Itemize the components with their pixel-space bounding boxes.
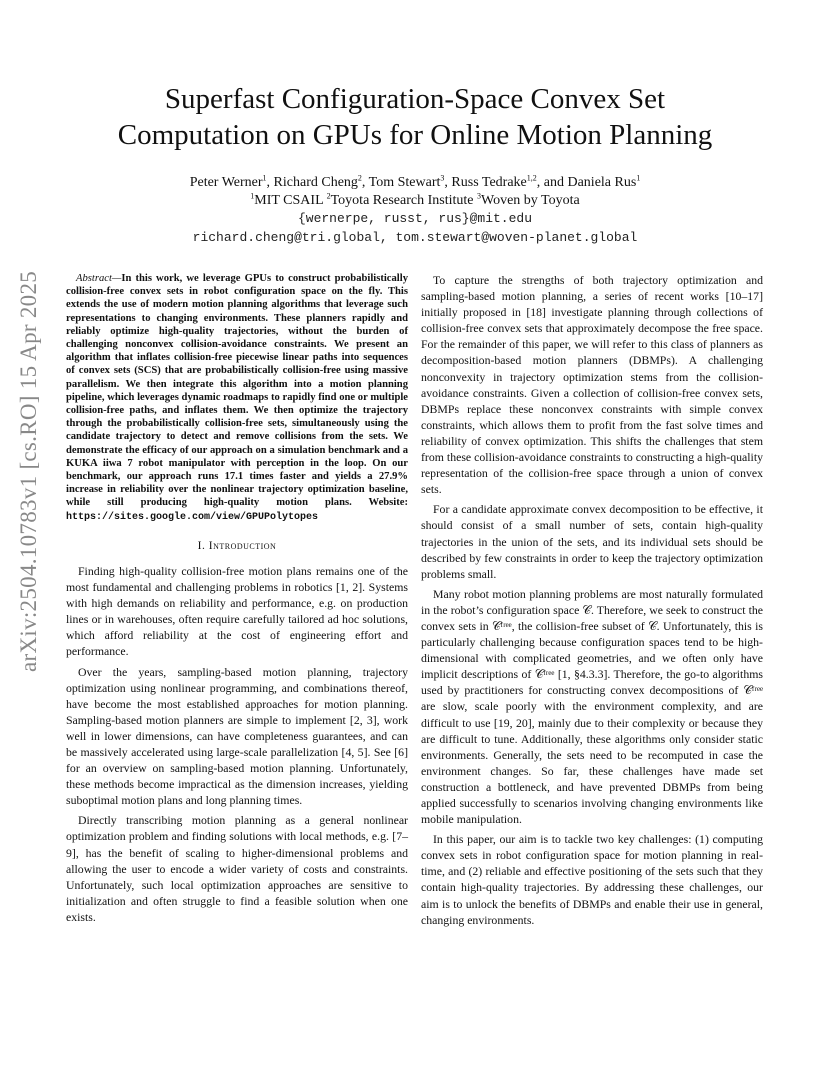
body-paragraph: Finding high-quality collision-free motion plans remains one of the most fundamental and challenging problems in robotics [1, 2]. Systems with high demands on reliability and performance, e.g. on production lines or in warehouses, often require carefully tailored ad hoc solutions, which afford reliability at the cost of engineering effort and performance. bbox=[66, 563, 408, 659]
right-column bbox=[421, 272, 763, 928]
website-link[interactable]: https://sites.google.com/view/GPUPolytopes bbox=[66, 511, 319, 523]
paper-title bbox=[70, 81, 760, 153]
title-line-1: Superfast Configuration-Space Convex Set bbox=[164, 83, 666, 115]
abstract-body: In this work, we leverage GPUs to construct probabilistically collision-free convex sets in robot configuration space on the fly. This extends the use of modern motion planning algorithms that leverage such representations to changing environments. These planners rapidly and reliably optimize high-quality trajectories, without the burden of challenging nonconvex collision-avoidance constraints. We present an algorithm that inflates collision-free piecewise linear paths into sequences of convex sets (SCS) that are probabilistically collision-free using massive parallelism. We then integrate this algorithm into a motion planning pipeline, which leverages dynamic roadmaps to rapidly find one or multiple collision-free paths, and inflates them. We then optimize the trajectory through the probabilistically collision-free sets, simultaneously using the candidate trajectory to detect and remove collisions from the sets. We demonstrate the efficacy of our approach on a simulation benchmark and a KUKA iiwa 7 robot manipulator with perception in the loop. On our benchmark, our approach runs 17.1 times faster and yields a 27.9% increase in reliability over the nonlinear trajectory optimization baseline, while still producing high-quality motion plans. Website: bbox=[66, 273, 408, 509]
body-paragraph: Directly transcribing motion planning as a general nonlinear optimization problem and finding solutions with local methods, e.g. [7–9], has the benefit of scaling to higher-dimensional problems and allowing the user to encode a wider variety of costs and constraints. Unfortunately, such local optimization approaches are sensitive to initialization and often struggle to find a feasible solution when one exists. bbox=[66, 813, 408, 924]
left-column bbox=[66, 272, 408, 925]
author: Daniela Rus$^1$ bbox=[567, 173, 641, 190]
body-paragraph: Many robot motion planning problems are most naturally formulated in the robot’s configuration space 𝒞. Therefore, we seek to construct the convex sets in 𝒞ᶠʳᵉᵉ, the collision-free subset of 𝒞. Unfortunately, this is particularly challenging because configuration spaces tend to be high-dimensional with complicated geometries, and we often only have implicit descriptions of 𝒞ᶠʳᵉᵉ [1, §4.3.3]. Therefore, the go-to algorithms used by practitioners for constructing convex decompositions of 𝒞ᶠʳᵉᵉ are slow, scale poorly with the environment complexity, and are difficult to use [19, 20], mainly due to their complexity or because they are difficult to tune. Additionally, these algorithms only consider static environments. Generally, the sets need to be recomputed in case the environment changes. So far, these challenges have made set construction a bottleneck, and have prevented DBMPs from being applied successfully to scenarios involving changing environments like mobile manipulation. bbox=[421, 586, 763, 827]
affiliation: $^2$Toyota Research Institute bbox=[326, 191, 477, 208]
affiliation: $^3$Woven by Toyota bbox=[476, 191, 580, 208]
author: Tom Stewart$^3$, bbox=[368, 173, 452, 190]
body-paragraph: Over the years, sampling-based motion planning, trajectory optimization using nonlinear programming, and combinations thereof, have become the most established approaches for motion planning. Sampling-based motion planners are simple to implement [2, 3], work well in lower dimensions, can have completeness guarantees, and can be massively accelerated using large-scale parallelization [4, 5]. See [6] for an overview on sampling-based motion planning. Unfortunately, these methods become impractical as the dimension increases, yielding suboptimal motion plans and long planning times. bbox=[66, 664, 408, 808]
author-list bbox=[60, 174, 770, 192]
email-addresses-industry: richard.cheng@tri.global, tom.stewart@woven-planet.global bbox=[192, 230, 638, 245]
author: Peter Werner$^1$, bbox=[189, 173, 274, 190]
affiliation: $^1$MIT CSAIL bbox=[250, 191, 327, 208]
author: Russ Tedrake$^{1,2}$, and bbox=[451, 173, 568, 190]
arxiv-identifier-stamp: arXiv:2504.10783v1 [cs.RO] 15 Apr 2025 bbox=[16, 270, 41, 672]
title-line-2: Computation on GPUs for Online Motion Planning bbox=[117, 119, 713, 151]
email-addresses-mit: {wernerpe, russt, rus}@mit.edu bbox=[297, 211, 533, 226]
section-heading-introduction: I. Introduction bbox=[197, 539, 277, 552]
author: Richard Cheng$^2$, bbox=[273, 173, 369, 190]
abstract bbox=[66, 272, 408, 524]
abstract-label: Abstract— bbox=[76, 273, 122, 284]
body-paragraph: For a candidate approximate convex decomposition to be effective, it should consist of a small number of sets, contain high-quality trajectories in the union of the sets, and its individual sets should be described by few constraints in order to keep the trajectory optimization problems small. bbox=[421, 502, 763, 581]
affiliations bbox=[60, 192, 770, 210]
body-paragraph: To capture the strengths of both trajectory optimization and sampling-based motion planning, a series of recent works [10–17] initially proposed in [18] investigate planning through collections of collision-free convex sets that approximately decompose the free space. For the remainder of this paper, we will refer to this class of planners as decomposition-based motion planners (DBMPs). A challenging nonconvexity in trajectory optimization stems from the collision-avoidance constraints. Given a collection of collision-free convex sets, DBMPs replace these nonconvex constraints with simple convex constraints, which allows them to profit from the fast solve times and reliability of convex optimization. This shifts the challenges that stem from these collision-avoidance constraints to constructing a high-quality representation of the collision-free space through a union of convex sets. bbox=[421, 273, 763, 497]
body-paragraph: In this paper, our aim is to tackle two key challenges: (1) computing convex sets in robot configuration space for motion planning in real-time, and (2) reliable and effective positioning of the sets such that they contain high-quality trajectories. By addressing these challenges, our aim is to unlock the benefits of DBMPs and enable their use in general, changing environments. bbox=[421, 832, 763, 927]
